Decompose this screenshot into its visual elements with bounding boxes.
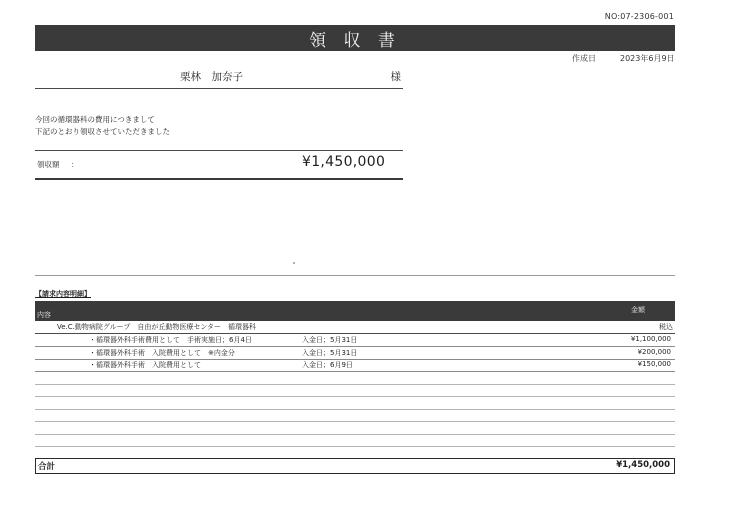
- details-table-header: [35, 301, 675, 321]
- document-number: NO:07-2306-001: [604, 12, 674, 21]
- item-payment-date: 入金日；6月9日: [302, 361, 353, 369]
- empty-table-row: [35, 396, 675, 397]
- tax-included-note: 税込: [659, 323, 673, 331]
- item-amount: ¥150,000: [637, 360, 671, 368]
- intro-line-2: 下記のとおり領収させていただきました: [35, 127, 170, 136]
- total-amount: ¥1,450,000: [616, 460, 670, 470]
- empty-table-row: [35, 446, 675, 447]
- received-colon: ：: [71, 160, 79, 169]
- received-amount-box: [35, 150, 403, 180]
- table-row: [35, 334, 675, 347]
- customer-line: [35, 66, 403, 89]
- provider-group-name: Ve.C.動物病院グループ 自由が丘動物医療センター 循環器科: [57, 323, 257, 331]
- item-payment-date: 入金日；5月31日: [302, 349, 358, 357]
- item-description: ・循環器外科手術費用として 手術実施日；6月4日: [89, 336, 252, 344]
- header-amount: 金額: [631, 306, 645, 314]
- item-amount: ¥200,000: [637, 348, 671, 356]
- receipt-title-bar: [35, 25, 675, 51]
- empty-table-row: [35, 384, 675, 385]
- item-amount: ¥1,100,000: [630, 335, 671, 343]
- received-label: 領収額: [37, 160, 60, 169]
- created-date-label: 作成日: [572, 54, 596, 63]
- item-payment-date: 入金日；5月31日: [302, 336, 358, 344]
- header-content: 内容: [37, 311, 51, 319]
- created-date: 2023年6月9日: [620, 54, 675, 63]
- section-divider: [35, 275, 675, 276]
- total-row: [35, 458, 675, 474]
- item-description: ・循環器外科手術 入院費用として ※内金分: [89, 349, 235, 357]
- empty-table-row: [35, 434, 675, 435]
- receipt-title: 領 収 書: [309, 30, 401, 51]
- provider-group-row: [35, 321, 675, 334]
- table-row: [35, 359, 675, 372]
- empty-table-row: [35, 421, 675, 422]
- customer-honorific: 様: [390, 71, 401, 83]
- item-description: ・循環器外科手術 入院費用として: [89, 361, 201, 369]
- customer-name: 栗林 加奈子: [180, 71, 243, 83]
- scan-speck: [293, 262, 295, 264]
- intro-line-1: 今回の循環器科の費用につきまして: [35, 115, 155, 124]
- received-amount: ¥1,450,000: [302, 154, 386, 170]
- total-label: 合計: [38, 462, 56, 472]
- empty-table-row: [35, 409, 675, 410]
- details-section-title: 【請求内容明細】: [35, 290, 91, 298]
